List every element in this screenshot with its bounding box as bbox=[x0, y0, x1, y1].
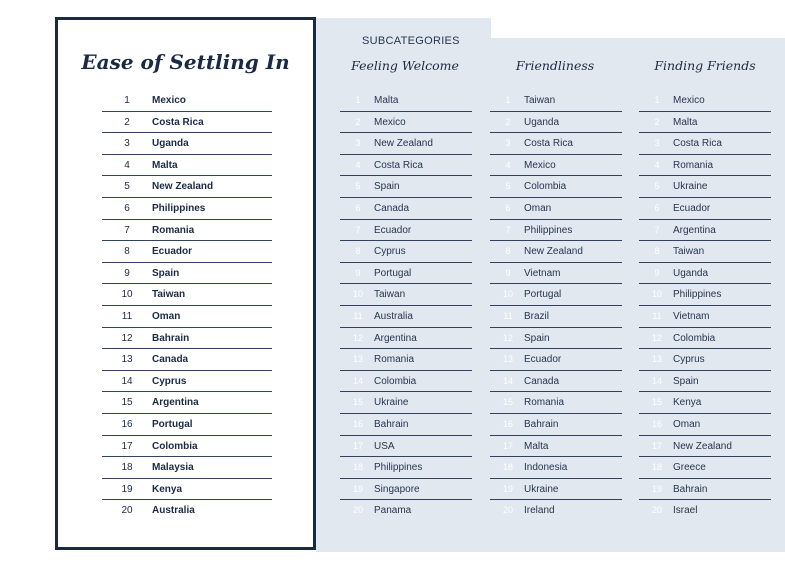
country-name: Vietnam bbox=[673, 310, 710, 322]
rank-number: 14 bbox=[121, 375, 133, 387]
ranking-row bbox=[639, 198, 771, 220]
feeling-welcome-list bbox=[340, 90, 472, 522]
ranking-row bbox=[639, 392, 771, 414]
country-name: Uganda bbox=[673, 267, 709, 279]
rank-number: 17 bbox=[121, 440, 133, 452]
ranking-row bbox=[490, 220, 622, 242]
country-name: Mexico bbox=[524, 159, 556, 171]
country-name: Ecuador bbox=[374, 224, 412, 236]
country-name: Bahrain bbox=[152, 332, 190, 344]
country-name: Argentina bbox=[374, 332, 417, 344]
ranking-row bbox=[490, 392, 622, 414]
ranking-row bbox=[490, 241, 622, 263]
country-name: Portugal bbox=[152, 418, 193, 430]
friendliness-list bbox=[490, 90, 622, 522]
country-name: Taiwan bbox=[673, 246, 705, 258]
ranking-row bbox=[639, 500, 771, 522]
ranking-row bbox=[340, 284, 472, 306]
ranking-row bbox=[340, 198, 472, 220]
country-name: Philippines bbox=[673, 289, 722, 301]
country-name: Australia bbox=[152, 505, 195, 517]
rank-number: 16 bbox=[352, 418, 363, 429]
rank-number: 19 bbox=[121, 483, 133, 495]
ranking-row bbox=[639, 371, 771, 393]
ranking-row bbox=[639, 479, 771, 501]
rank-number: 7 bbox=[355, 224, 361, 235]
rank-number: 13 bbox=[502, 354, 513, 365]
rank-number: 8 bbox=[505, 246, 511, 257]
rank-number: 16 bbox=[502, 418, 513, 429]
rank-number: 11 bbox=[121, 310, 133, 322]
rank-number: 11 bbox=[652, 310, 662, 321]
country-name: Bahrain bbox=[374, 418, 409, 430]
ranking-row bbox=[340, 479, 472, 501]
country-name: Colombia bbox=[673, 332, 716, 344]
rank-number: 7 bbox=[124, 224, 130, 236]
ranking-row bbox=[340, 436, 472, 458]
country-name: Ireland bbox=[524, 505, 555, 517]
rank-number: 20 bbox=[651, 505, 662, 516]
column-title-feeling-welcome: Feeling Welcome bbox=[351, 58, 459, 73]
country-name: Colombia bbox=[374, 375, 417, 387]
main-title: Ease of Settling In bbox=[81, 50, 290, 74]
subcategories-label: SUBCATEGORIES bbox=[362, 35, 460, 47]
rank-number: 1 bbox=[505, 95, 511, 105]
country-name: Panama bbox=[374, 505, 412, 517]
country-name: Singapore bbox=[374, 483, 420, 495]
ranking-row bbox=[490, 328, 622, 350]
ranking-row bbox=[490, 176, 622, 198]
rank-number: 4 bbox=[355, 159, 361, 170]
country-name: Portugal bbox=[524, 289, 562, 301]
ranking-row bbox=[340, 392, 472, 414]
ranking-row bbox=[340, 133, 472, 155]
ranking-row bbox=[340, 457, 472, 479]
ranking-row bbox=[102, 220, 272, 242]
rank-number: 10 bbox=[651, 289, 662, 300]
ranking-row bbox=[340, 328, 472, 350]
ranking-row bbox=[639, 284, 771, 306]
rank-number: 20 bbox=[352, 505, 363, 516]
country-name: Oman bbox=[524, 202, 552, 214]
rank-number: 15 bbox=[121, 397, 133, 409]
ranking-row bbox=[490, 479, 622, 501]
country-name: Spain bbox=[524, 332, 550, 344]
rank-number: 17 bbox=[502, 440, 513, 451]
ranking-row bbox=[340, 500, 472, 522]
country-name: Israel bbox=[673, 505, 698, 517]
rank-number: 15 bbox=[352, 397, 363, 408]
rank-number: 19 bbox=[651, 483, 662, 494]
country-name: Oman bbox=[673, 418, 701, 430]
rank-number: 9 bbox=[355, 267, 361, 278]
ranking-row bbox=[639, 457, 771, 479]
rank-number: 14 bbox=[502, 375, 513, 386]
rank-number: 12 bbox=[651, 332, 662, 343]
ranking-row bbox=[490, 306, 622, 328]
rank-number: 10 bbox=[502, 289, 513, 300]
ranking-row bbox=[639, 112, 771, 134]
ranking-row bbox=[340, 220, 472, 242]
rank-number: 11 bbox=[353, 310, 363, 321]
country-name: Kenya bbox=[152, 483, 183, 495]
ranking-row bbox=[490, 133, 622, 155]
ranking-row bbox=[340, 155, 472, 177]
rank-number: 19 bbox=[502, 483, 513, 494]
country-name: Romania bbox=[524, 397, 565, 409]
country-name: New Zealand bbox=[374, 138, 433, 150]
country-name: Ukraine bbox=[374, 397, 409, 409]
rank-number: 12 bbox=[352, 332, 363, 343]
ranking-row bbox=[340, 414, 472, 436]
rank-number: 19 bbox=[352, 483, 363, 494]
country-name: Malta bbox=[374, 95, 399, 106]
country-name: Romania bbox=[374, 354, 415, 366]
rank-number: 15 bbox=[651, 397, 662, 408]
rank-number: 5 bbox=[505, 181, 511, 192]
country-name: Taiwan bbox=[374, 289, 406, 301]
country-name: Mexico bbox=[673, 95, 705, 106]
country-name: USA bbox=[374, 440, 395, 452]
country-name: Philippines bbox=[152, 202, 206, 214]
ranking-row bbox=[639, 306, 771, 328]
country-name: Vietnam bbox=[524, 267, 561, 279]
rank-number: 9 bbox=[124, 267, 130, 279]
country-name: Spain bbox=[152, 267, 180, 279]
rank-number: 8 bbox=[654, 246, 660, 257]
rank-number: 1 bbox=[355, 95, 361, 105]
ranking-row bbox=[102, 90, 272, 112]
rank-number: 11 bbox=[503, 310, 513, 321]
country-name: Kenya bbox=[673, 397, 702, 409]
country-name: New Zealand bbox=[524, 246, 583, 258]
rank-number: 8 bbox=[355, 246, 361, 257]
ranking-row bbox=[639, 90, 771, 112]
ranking-row bbox=[102, 155, 272, 177]
ranking-row bbox=[102, 306, 272, 328]
country-name: Malta bbox=[524, 440, 549, 452]
finding-friends-list bbox=[639, 90, 771, 522]
country-name: Mexico bbox=[374, 116, 406, 128]
ranking-row bbox=[639, 328, 771, 350]
rank-number: 8 bbox=[124, 246, 130, 258]
ranking-row bbox=[490, 263, 622, 285]
rank-number: 14 bbox=[352, 375, 363, 386]
ranking-row bbox=[102, 176, 272, 198]
ranking-row bbox=[490, 500, 622, 522]
country-name: Mexico bbox=[152, 95, 186, 106]
rank-number: 17 bbox=[651, 440, 662, 451]
ranking-row bbox=[102, 198, 272, 220]
country-name: Argentina bbox=[152, 397, 199, 409]
ranking-row bbox=[102, 457, 272, 479]
rank-number: 3 bbox=[654, 138, 660, 149]
ranking-row bbox=[102, 392, 272, 414]
country-name: Costa Rica bbox=[374, 159, 423, 171]
ranking-row bbox=[102, 112, 272, 134]
ranking-row bbox=[102, 414, 272, 436]
ranking-row bbox=[340, 263, 472, 285]
rank-number: 10 bbox=[352, 289, 363, 300]
country-name: Ecuador bbox=[524, 354, 562, 366]
ranking-row bbox=[490, 349, 622, 371]
rank-number: 2 bbox=[505, 116, 511, 127]
rank-number: 5 bbox=[124, 181, 130, 193]
ranking-row bbox=[102, 284, 272, 306]
country-name: Romania bbox=[152, 224, 195, 236]
country-name: Cyprus bbox=[374, 246, 406, 258]
rank-number: 9 bbox=[505, 267, 511, 278]
ranking-row bbox=[102, 479, 272, 501]
country-name: Ukraine bbox=[673, 181, 708, 193]
rank-number: 16 bbox=[651, 418, 662, 429]
ranking-row bbox=[340, 112, 472, 134]
country-name: New Zealand bbox=[673, 440, 732, 452]
ranking-row bbox=[490, 198, 622, 220]
rank-number: 3 bbox=[124, 138, 130, 150]
ranking-row bbox=[639, 349, 771, 371]
ranking-row bbox=[639, 220, 771, 242]
ranking-row bbox=[639, 436, 771, 458]
country-name: Spain bbox=[374, 181, 400, 193]
ranking-row bbox=[490, 436, 622, 458]
country-name: Spain bbox=[673, 375, 699, 387]
rank-number: 13 bbox=[121, 354, 133, 366]
ranking-row bbox=[639, 263, 771, 285]
rank-number: 17 bbox=[352, 440, 363, 451]
country-name: Malta bbox=[673, 116, 698, 128]
rank-number: 4 bbox=[124, 159, 130, 171]
ranking-row bbox=[490, 457, 622, 479]
country-name: Malta bbox=[152, 159, 178, 171]
rank-number: 4 bbox=[505, 159, 511, 170]
country-name: Philippines bbox=[374, 462, 423, 474]
country-name: Cyprus bbox=[152, 375, 187, 387]
country-name: Australia bbox=[374, 310, 413, 322]
country-name: Oman bbox=[152, 310, 181, 322]
ranking-row bbox=[340, 90, 472, 112]
ranking-row bbox=[340, 349, 472, 371]
rank-number: 4 bbox=[654, 159, 660, 170]
rank-number: 3 bbox=[505, 138, 511, 149]
rank-number: 6 bbox=[654, 202, 660, 213]
ranking-row bbox=[102, 328, 272, 350]
ranking-row bbox=[340, 371, 472, 393]
rank-number: 18 bbox=[121, 462, 133, 474]
rank-number: 15 bbox=[502, 397, 513, 408]
rank-number: 10 bbox=[121, 289, 133, 301]
country-name: Ukraine bbox=[524, 483, 559, 495]
rank-number: 16 bbox=[121, 418, 133, 430]
country-name: Canada bbox=[524, 375, 560, 387]
country-name: Bahrain bbox=[673, 483, 708, 495]
rank-number: 6 bbox=[124, 202, 130, 214]
country-name: Canada bbox=[374, 202, 410, 214]
country-name: Taiwan bbox=[524, 95, 556, 106]
rank-number: 13 bbox=[352, 354, 363, 365]
rank-number: 2 bbox=[355, 116, 361, 127]
ranking-row bbox=[102, 241, 272, 263]
ranking-row bbox=[490, 112, 622, 134]
rank-number: 18 bbox=[651, 462, 662, 473]
rank-number: 5 bbox=[654, 181, 660, 192]
country-name: Uganda bbox=[152, 138, 189, 150]
country-name: Brazil bbox=[524, 310, 550, 322]
ranking-row bbox=[639, 414, 771, 436]
ranking-row bbox=[340, 241, 472, 263]
country-name: Uganda bbox=[524, 116, 560, 128]
country-name: New Zealand bbox=[152, 181, 214, 193]
country-name: Ecuador bbox=[673, 202, 711, 214]
rank-number: 1 bbox=[124, 95, 130, 106]
country-name: Philippines bbox=[524, 224, 573, 236]
rank-number: 12 bbox=[502, 332, 513, 343]
column-title-friendliness: Friendliness bbox=[515, 58, 595, 73]
rank-number: 12 bbox=[121, 332, 133, 344]
country-name: Bahrain bbox=[524, 418, 559, 430]
column-title-finding-friends: Finding Friends bbox=[654, 58, 756, 73]
rank-number: 6 bbox=[505, 202, 511, 213]
rank-number: 1 bbox=[654, 95, 660, 105]
ranking-row bbox=[639, 176, 771, 198]
rank-number: 14 bbox=[651, 375, 662, 386]
country-name: Costa Rica bbox=[524, 138, 573, 150]
country-name: Cyprus bbox=[673, 354, 705, 366]
overall-ranking-list bbox=[102, 90, 272, 522]
ranking-row bbox=[102, 371, 272, 393]
country-name: Taiwan bbox=[152, 289, 186, 301]
country-name: Canada bbox=[152, 354, 189, 366]
country-name: Indonesia bbox=[524, 462, 568, 474]
ranking-row bbox=[340, 306, 472, 328]
ranking-row bbox=[639, 155, 771, 177]
ranking-row bbox=[490, 284, 622, 306]
rank-number: 6 bbox=[355, 202, 361, 213]
country-name: Ecuador bbox=[152, 246, 193, 258]
rank-number: 7 bbox=[654, 224, 660, 235]
ranking-row bbox=[102, 133, 272, 155]
country-name: Portugal bbox=[374, 267, 412, 279]
ranking-row bbox=[102, 500, 272, 522]
ranking-row bbox=[490, 414, 622, 436]
rank-number: 18 bbox=[502, 462, 513, 473]
rank-number: 5 bbox=[355, 181, 361, 192]
rank-number: 13 bbox=[651, 354, 662, 365]
rank-number: 2 bbox=[654, 116, 660, 127]
ranking-row bbox=[490, 90, 622, 112]
rank-number: 7 bbox=[505, 224, 511, 235]
rank-number: 3 bbox=[355, 138, 361, 149]
country-name: Argentina bbox=[673, 224, 716, 236]
country-name: Malaysia bbox=[152, 462, 194, 474]
country-name: Greece bbox=[673, 462, 706, 474]
country-name: Costa Rica bbox=[152, 116, 204, 128]
rank-number: 18 bbox=[352, 462, 363, 473]
rank-number: 2 bbox=[124, 116, 130, 128]
ranking-row bbox=[340, 176, 472, 198]
rank-number: 20 bbox=[502, 505, 513, 516]
ranking-row bbox=[102, 349, 272, 371]
country-name: Costa Rica bbox=[673, 138, 722, 150]
ranking-row bbox=[102, 436, 272, 458]
ranking-row bbox=[490, 371, 622, 393]
rank-number: 20 bbox=[121, 505, 133, 517]
country-name: Colombia bbox=[152, 440, 198, 452]
rank-number: 9 bbox=[654, 267, 660, 278]
ranking-row bbox=[639, 241, 771, 263]
ranking-row bbox=[490, 155, 622, 177]
country-name: Romania bbox=[673, 159, 714, 171]
ranking-row bbox=[639, 133, 771, 155]
country-name: Colombia bbox=[524, 181, 567, 193]
ranking-row bbox=[102, 263, 272, 285]
